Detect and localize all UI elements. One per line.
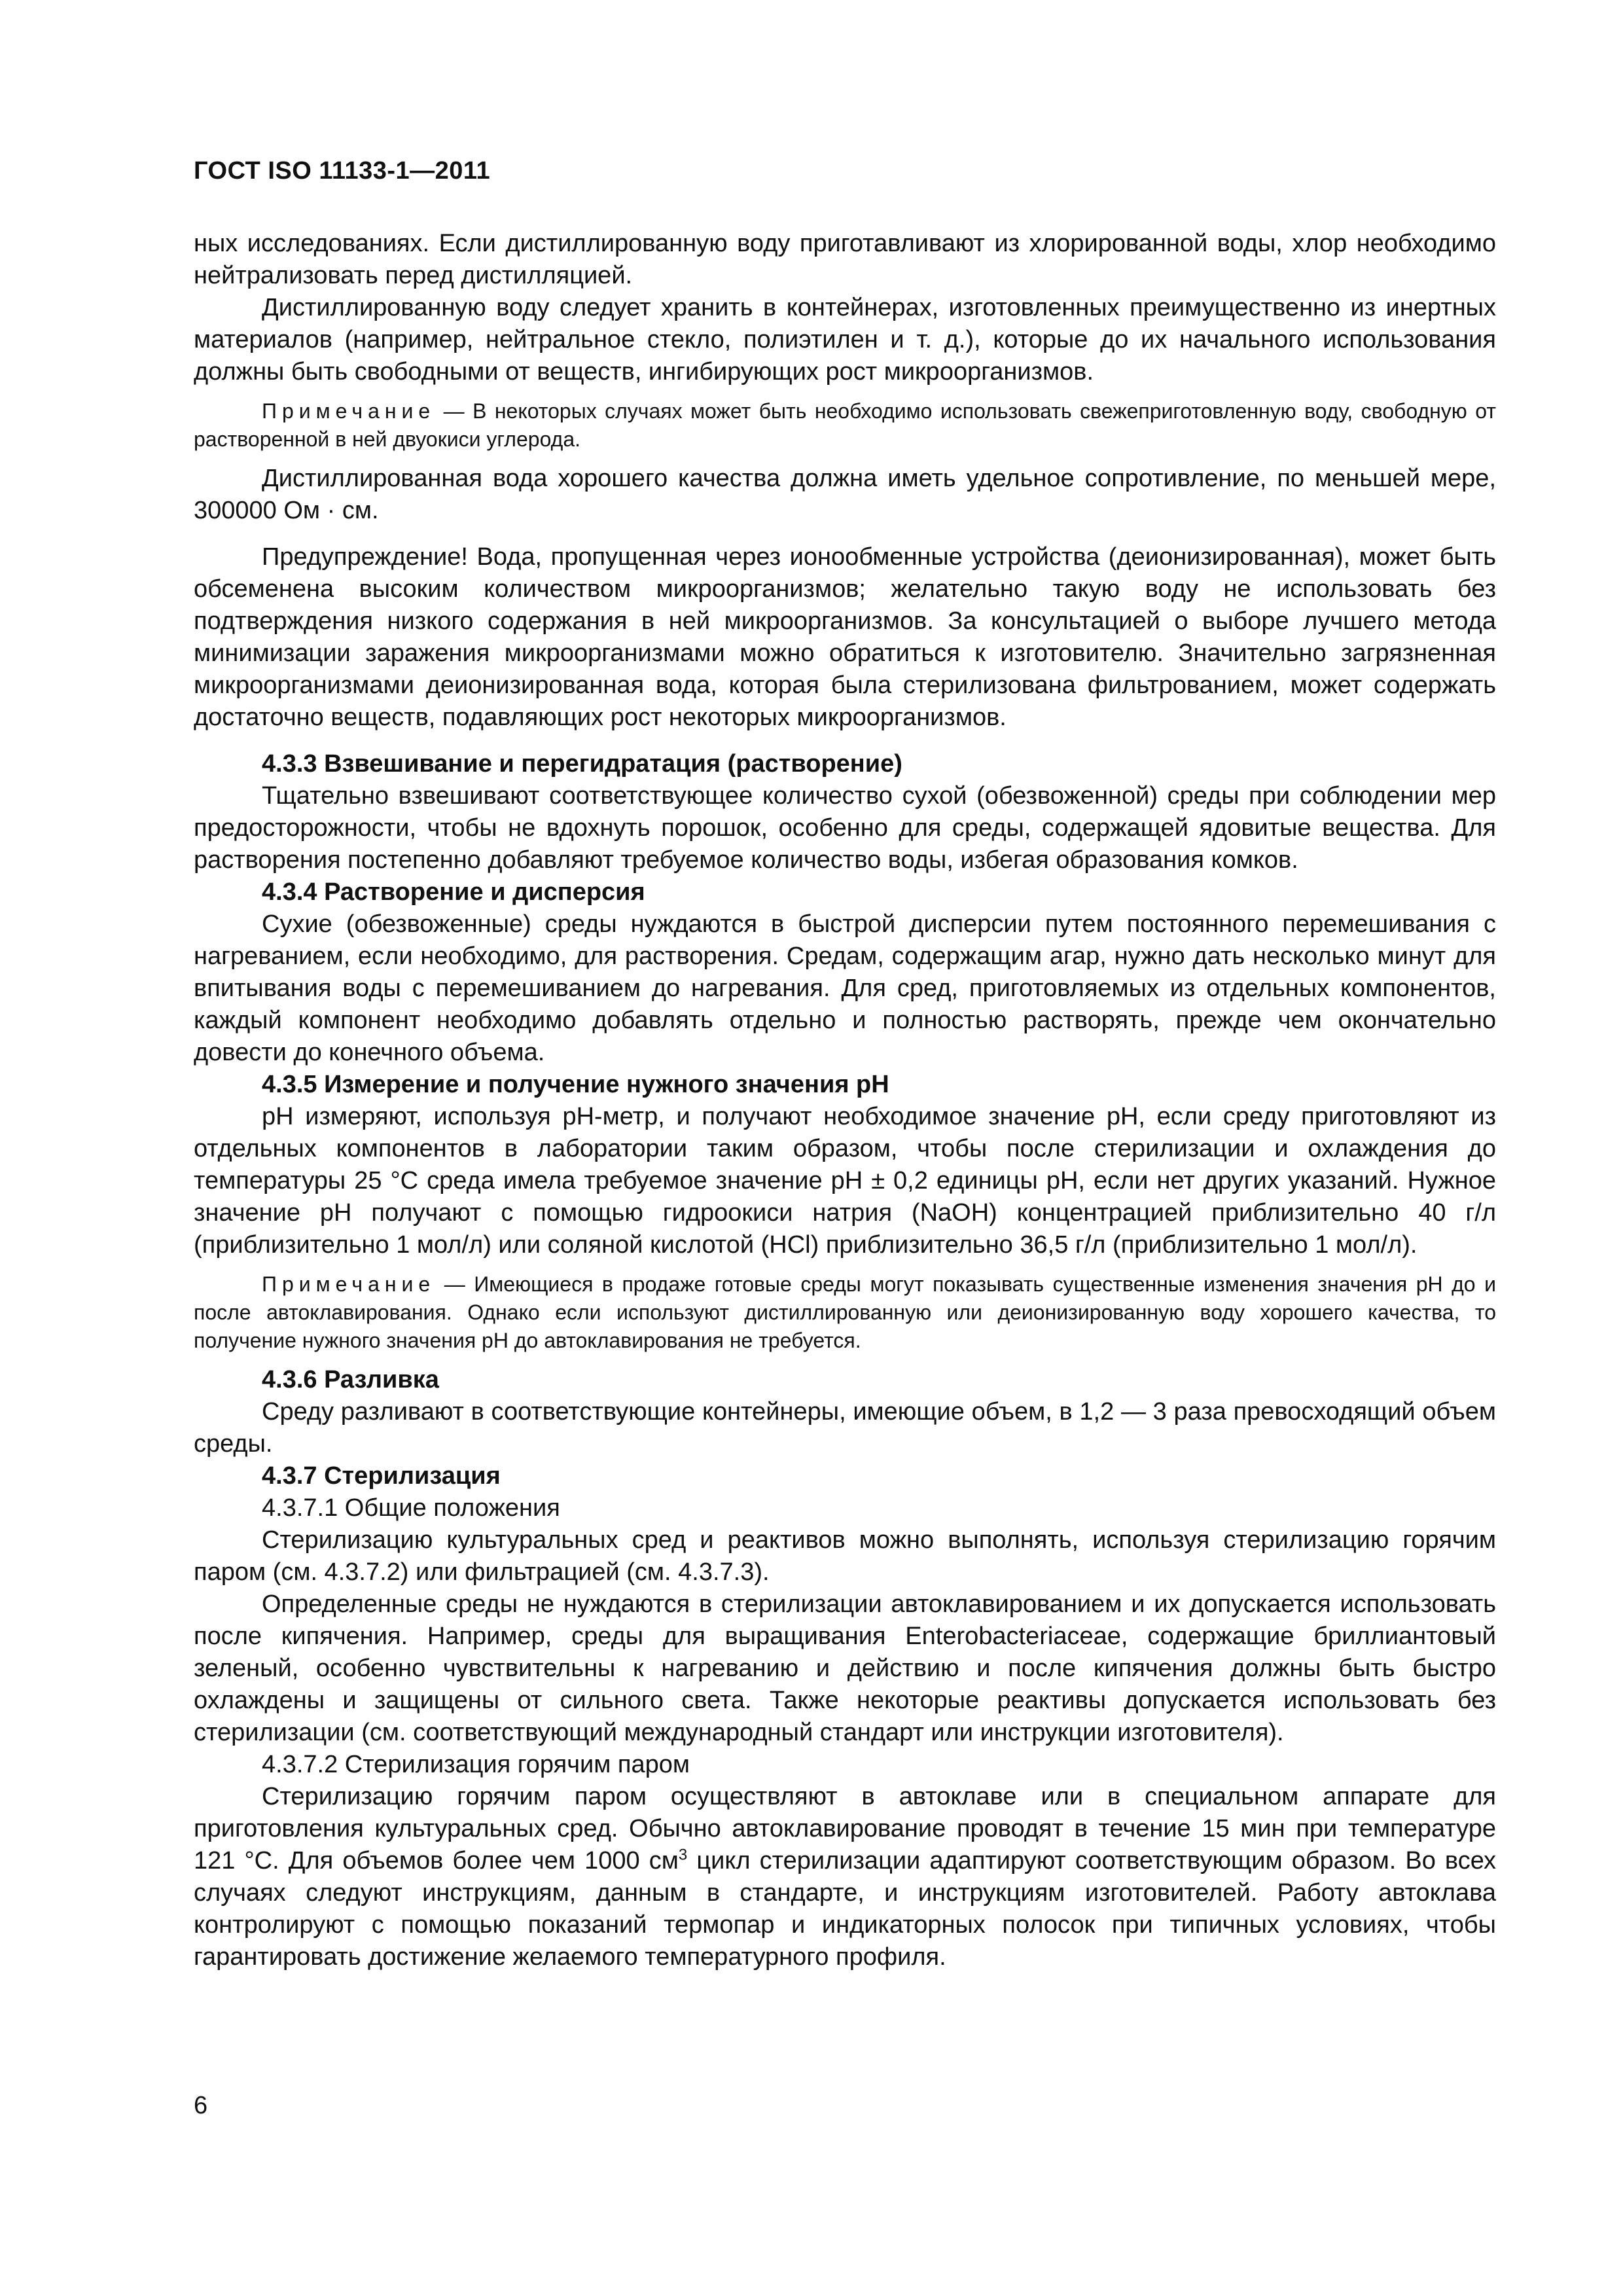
- heading-4-3-4: 4.3.4 Растворение и дисперсия: [262, 878, 645, 906]
- note-1-lead: Примечание: [262, 399, 436, 423]
- heading-4-3-6: 4.3.6 Разливка: [262, 1366, 439, 1393]
- paragraph-8: Среду разливают в соответствующие контейнеры, имеющие объем, в 1,2 — 3 раза превосходящий объем среды.: [194, 1398, 1496, 1458]
- paragraph-5: Тщательно взвешивают соответствующее количество сухой (обезвоженной) среды при соблюдении мер предосторожности, чтобы не вдохнуть порошок, особенно для среды, содержащей ядовитые вещества. Для растворения постепенно добавляют требуемое количество воды, избегая образования комков.: [194, 782, 1496, 874]
- paragraph-10: Определенные среды не нуждаются в стерилизации автоклавированием и их допускается использовать после кипячения. Например, среды для выращивания Enterobacteriaceae, содержащие бриллиантовый зеленый, особенно чувствительны к нагреванию и действию и после кипячения должны быть быстро охлаждены и защищены от сильного света. Также некоторые реактивы допускается использовать без стерилизации (см. соответствующий международный стандарт или инструкции изготовителя).: [194, 1590, 1496, 1746]
- paragraph-3: Дистиллированная вода хорошего качества должна иметь удельное сопротивление, по меньшей мере, 300000 Ом · см.: [194, 465, 1496, 524]
- heading-4-3-3: 4.3.3 Взвешивание и перегидратация (растворение): [262, 750, 902, 778]
- note-2-lead: Примечание: [262, 1272, 436, 1296]
- heading-4-3-7: 4.3.7 Стерилизация: [262, 1462, 501, 1490]
- paragraph-11-part-b: цикл стерилизации адаптируют соответствующим образом. Во всех случаях следуют инструкциям, данным в стандарте, и инструкциям изготовителей. Работу автоклава контролируют с помощью показаний термопар и индикаторных полосок при типичных условиях, чтобы гарантировать достижение желаемого температурного профиля.: [194, 1847, 1496, 1971]
- page-number: 6: [194, 2092, 208, 2119]
- note-2: [194, 1270, 1496, 1355]
- heading-4-3-7-2: 4.3.7.2 Стерилизация горячим паром: [262, 1751, 690, 1778]
- paragraph-6: Сухие (обезвоженные) среды нуждаются в быстрой дисперсии путем постоянного перемешивания с нагреванием, если необходимо, для растворения. Средам, содержащим агар, нужно дать несколько минут для впитывания воды с перемешиванием до нагревания. Для сред, приготовляемых из отдельных компонентов, каждый компонент необходимо добавлять отдельно и полностью растворять, прежде чем окончательно довести до конечного объема.: [194, 910, 1496, 1066]
- heading-4-3-7-1: 4.3.7.1 Общие положения: [262, 1494, 560, 1522]
- note-1: [194, 397, 1496, 454]
- paragraph-7: pH измеряют, используя pH-метр, и получают необходимое значение pH, если среду приготовляют из отдельных компонентов в лаборатории таким образом, чтобы после стерилизации и охлаждения до температуры 25 °C среда имела требуемое значение pH ± 0,2 единицы pH, если нет других указаний. Нужное значение pH получают с помощью гидроокиси натрия (NaOH) концентрацией приблизительно 40 г/л (приблизительно 1 мол/л) или соляной кислотой (HCl) приблизительно 36,5 г/л (приблизительно 1 мол/л).: [194, 1103, 1496, 1259]
- paragraph-2: Дистиллированную воду следует хранить в контейнерах, изготовленных преимущественно из инертных материалов (например, нейтральное стекло, полиэтилен и т. д.), которые до их начального использования должны быть свободными от веществ, ингибирующих рост микроорганизмов.: [194, 294, 1496, 386]
- paragraph-11-part-a: Стерилизацию горячим паром осуществляют в автоклаве или в специальном аппарате для приготовления культуральных сред. Обычно автоклавирование проводят в течение 15 мин при температуре 121 °C. Для объемов более чем 1000 см: [194, 1783, 1496, 1874]
- note-2-text: — Имеющиеся в продаже готовые среды могут показывать существенные изменения значения pH до и после автоклавирования. Однако если используют дистиллированную или деионизированную воду хорошего качества, то получение нужного значения pH до автоклавирования не требуется.: [194, 1272, 1497, 1352]
- paragraph-1: ных исследованиях. Если дистиллированную воду приготавливают из хлорированной воды, хлор необходимо нейтрализовать перед дистилляцией.: [194, 230, 1496, 289]
- document-code-header: ГОСТ ISO 11133-1—2011: [194, 157, 491, 185]
- heading-4-3-5: 4.3.5 Измерение и получение нужного значения pH: [262, 1071, 889, 1098]
- document-body: [194, 228, 1496, 1973]
- paragraph-4-warning: Предупреждение! Вода, пропущенная через ионообменные устройства (деионизированная), может быть обсеменена высоким количеством микроорганизмов; желательно такую воду не использовать без подтверждения низкого содержания в ней микроорганизмов. За консультацией о выборе лучшего метода минимизации заражения микроорганизмами можно обратиться к изготовителю. Значительно загрязненная микроорганизмами деионизированная вода, которая была стерилизована фильтрованием, может содержать достаточно веществ, подавляющих рост некоторых микроорганизмов.: [194, 543, 1496, 731]
- superscript-3: 3: [678, 1846, 688, 1864]
- note-1-text: — В некоторых случаях может быть необходимо использовать свежеприготовленную воду, свободную от растворенной в ней двуокиси углерода.: [194, 399, 1496, 451]
- paragraph-9: Стерилизацию культуральных сред и реактивов можно выполнять, используя стерилизацию горячим паром (см. 4.3.7.2) или фильтрацией (см. 4.3.7.3).: [194, 1526, 1496, 1586]
- paragraph-11: [194, 1781, 1496, 1973]
